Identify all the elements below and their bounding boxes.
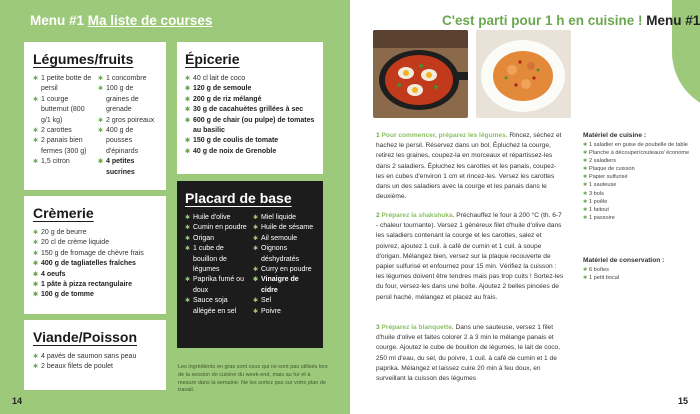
- materiel-conservation: [583, 257, 691, 282]
- list-item: ✱ Sel: [253, 296, 315, 306]
- list-item: ✱ 20 g de beurre: [33, 228, 157, 238]
- cremerie-list: [33, 228, 157, 301]
- list-item: ✱ 4 oeufs: [33, 270, 157, 280]
- list-item: ✱ 2 carottes: [33, 126, 92, 136]
- materiel-cuisine: [583, 132, 691, 222]
- list-item: ✱ Ail semoule: [253, 234, 315, 244]
- list-item: ✱ Huile d'olive: [185, 213, 247, 223]
- list-item: ✱ 150 g de fromage de chèvre frais: [33, 249, 157, 259]
- bold-ingredients-note: Les ingrédients en gras sont ceux qui ne sont pas utilisés lors de la session de cuisine du week-end, mais au fur et à mesure dans la semaine. Ne les sortez pas sur votre plan de travail.: [178, 364, 328, 394]
- step-3-text: Dans une sauteuse, versez 1 filet d'huile d'olive et faites colorer 2 à 3 min le mélange panais et courge. Ajoutez le cube de bouillon de légumes, le lait de coco, 250 ml d'eau, du sel, du poivre, 1 cuil. à café de cumin et 1 de paprika. Mélangez et laissez cuire 20 min à feu doux, en surveillant la cuisson des légumes: [376, 324, 561, 383]
- list-item: ✱ 1 saladier en guise de poubelle de table: [583, 141, 691, 149]
- list-item: ✱ 400 g de pousses d'épinards: [98, 126, 157, 157]
- list-item: ✱ 4 pavés de saumon sans peau: [33, 352, 157, 362]
- list-item: ✱ Poivre: [253, 307, 315, 317]
- list-item: ✱ 1,5 citron: [33, 157, 92, 167]
- list-item: ✱ 1 concombre: [98, 74, 157, 84]
- list-item: ✱ Papier sulfurisé: [583, 173, 691, 181]
- list-item: ✱ 30 g de cacahuètes grillées à sec: [185, 105, 315, 115]
- viande-box: [24, 320, 166, 390]
- list-item: ✱ 150 g de coulis de tomate: [185, 136, 315, 146]
- list-item: ✱ 120 g de semoule: [185, 84, 315, 94]
- list-item: ✱ 1 sauteuse: [583, 181, 691, 189]
- cooking-header: [442, 13, 700, 28]
- cremerie-box: [24, 196, 166, 314]
- list-item: ✱ Paprika fumé ou doux: [185, 275, 247, 296]
- step-1-title: Pour commencer, préparez les légumes.: [381, 132, 508, 139]
- list-item: ✱ 4 petites sucrines: [98, 157, 157, 178]
- list-item: ✱ Origan: [185, 234, 247, 244]
- list-item: ✱ Cumin en poudre: [185, 223, 247, 233]
- list-item: ✱ 20 cl de crème liquide: [33, 238, 157, 248]
- legumes-title: Légumes/fruits: [33, 51, 134, 67]
- menu-label-right: Menu #1: [646, 13, 700, 28]
- list-item: ✱ Curry en poudre: [253, 265, 315, 275]
- placard-list-1: [185, 213, 247, 317]
- list-item: ✱ Oignons déshydratés: [253, 244, 315, 265]
- list-item: ✱ Miel liquide: [253, 213, 315, 223]
- cooking-title: C'est parti pour 1 h en cuisine !: [442, 13, 643, 28]
- list-item: ✱ 1 poêle: [583, 198, 691, 206]
- list-item: ✱ 100 g de tomme: [33, 290, 157, 300]
- materiel-conservation-title: Matériel de conservation :: [583, 257, 665, 264]
- placard-box: [177, 181, 323, 348]
- materiel-cuisine-list: [583, 141, 691, 222]
- list-item: ✱ 1 cube de bouillon de légumes: [185, 244, 247, 275]
- list-item: ✱ 400 g de tagliatelles fraîches: [33, 259, 157, 269]
- menu-label: Menu #1: [30, 13, 85, 28]
- viande-list: [33, 352, 157, 373]
- placard-title: Placard de base: [185, 190, 292, 206]
- list-item: ✱ Sauce soja allégée en sel: [185, 296, 247, 317]
- step-2-title: Préparez la shakshuka.: [381, 212, 455, 219]
- list-item: ✱ 600 g de chair (ou pulpe) de tomates au basilic: [185, 116, 315, 137]
- epicerie-list: [185, 74, 315, 157]
- step-1-text: Rincez, séchez et hachez le persil. Réservez dans un bol. Épluchez la courge, retirez les graines, coupez-la en morceaux et répartissez-les dans 2 saladiers. Épluchez les carottes et les panais, coupez-les en cubes d'environ 1 cm et rincez-les. Versez les carottes dans un des saladiers avec la courge et les panais dans le deuxième.: [376, 132, 562, 201]
- list-item: ✱ 2 gros poireaux: [98, 116, 157, 126]
- step-3: [376, 323, 564, 384]
- viande-title: Viande/Poisson: [33, 329, 137, 345]
- list-item: ✱ 2 saladiers: [583, 157, 691, 165]
- epicerie-title: Épicerie: [185, 51, 240, 67]
- epicerie-box: [177, 42, 323, 174]
- list-item: ✱ 6 boîtes: [583, 266, 691, 274]
- step-1-number: 1: [376, 132, 380, 139]
- list-item: ✱ 200 g de riz mélangé: [185, 95, 315, 105]
- shopping-list-title: Ma liste de courses: [87, 13, 213, 28]
- shopping-list-header: [30, 13, 212, 28]
- list-item: ✱ Planche à découper/couteaux/ économe: [583, 149, 691, 157]
- list-item: ✱ 1 courge butternut (800 g/1 kg): [33, 95, 92, 126]
- step-2-text: Préchauffez le four à 200 °C (th. 6-7 - chaleur tournante). Versez 1 généreux filet d'huile d'olive dans les saladiers contenant la courge et les carottes, salez et poivrez, ajoutez 1 cuil. à café de cumin et 1 cuil. à soupe d'origan. Mélangez bien, versez sur la plaque recouverte de papier sulfurisé et enfournez pour 15 min. Vérifiez la cuisson : les légumes doivent être tendres mais pas trop cuits ! Sortez-les du four, versez-les dans une boîte. Ajoutez 2 belles pincées de persil haché, mélangez et placez au frais.: [376, 212, 564, 301]
- step-1: [376, 131, 564, 202]
- list-item: ✱ 1 pâte à pizza rectangulaire: [33, 280, 157, 290]
- list-item: ✱ 2 panais bien fermes (300 g): [33, 136, 92, 157]
- blanquette-photo: [476, 30, 571, 118]
- legumes-box: [24, 42, 166, 190]
- materiel-conservation-list: [583, 266, 691, 282]
- list-item: ✱ 100 g de graines de grenade: [98, 84, 157, 115]
- shakshuka-photo: [373, 30, 468, 118]
- list-item: ✱ 1 faitout: [583, 206, 691, 214]
- placard-list-2: [253, 213, 315, 317]
- list-item: ✱ 3 bols: [583, 190, 691, 198]
- step-2: [376, 211, 564, 303]
- step-3-title: Préparez la blanquette.: [381, 324, 454, 331]
- list-item: ✱ 40 cl lait de coco: [185, 74, 315, 84]
- list-item: ✱ 1 passoire: [583, 214, 691, 222]
- materiel-cuisine-title: Matériel de cuisine :: [583, 132, 647, 139]
- list-item: ✱ Vinaigre de cidre: [253, 275, 315, 296]
- step-2-number: 2: [376, 212, 380, 219]
- list-item: ✱ 2 beaux filets de poulet: [33, 362, 157, 372]
- cremerie-title: Crèmerie: [33, 205, 94, 221]
- legumes-list-1: [33, 74, 92, 178]
- page-number-right: 15: [678, 396, 689, 406]
- list-item: ✱ 1 petite botte de persil: [33, 74, 92, 95]
- list-item: ✱ 40 g de noix de Grenoble: [185, 147, 315, 157]
- step-3-number: 3: [376, 324, 380, 331]
- list-item: ✱ Plaque de cuisson: [583, 165, 691, 173]
- page-number-left: 14: [12, 396, 23, 406]
- list-item: ✱ 1 petit bocal: [583, 274, 691, 282]
- list-item: ✱ Huile de sésame: [253, 223, 315, 233]
- legumes-list-2: [98, 74, 157, 178]
